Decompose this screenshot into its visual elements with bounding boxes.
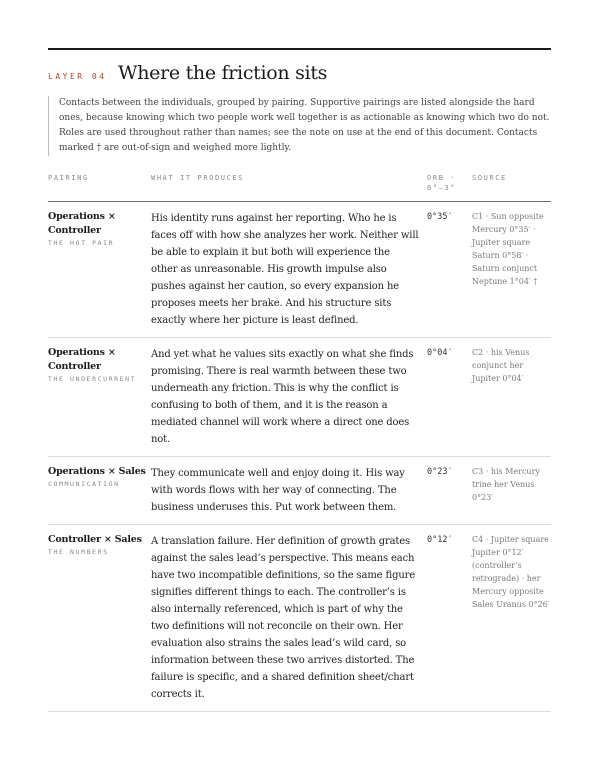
orb-value: 0°35′ — [427, 212, 453, 222]
column-header-pairing: PAIRING — [48, 174, 89, 182]
pairing-subtitle: THE HOT PAIR — [48, 239, 115, 247]
section-title: Where the friction sits — [118, 62, 328, 84]
layer-label: LAYER 04 — [48, 72, 107, 81]
effect-description: And yet what he values sits exactly on what she finds promising. There is real warmth between these two underneath any friction. This is why the conflict is confusing to both of them, and it is the reason a mediated channel will work where a direct one does not. — [151, 349, 414, 445]
top-rule — [48, 48, 551, 50]
orb-value: 0°23′ — [427, 467, 453, 477]
orb-value: 0°04′ — [427, 348, 453, 358]
intro-paragraph: Contacts between the individuals, grouped by pairing. Supportive pairings are listed alongside the hard ones, because knowing which two people work well together is as actionable as knowing which two do not. Roles are used throughout rather than names; see the note on use at the end of this document. Contacts marked † are out-of-sign and weighed more lightly. — [48, 96, 551, 156]
source-note: C4 · Jupiter square Jupiter 0°12′ (controller’s retrograde) · her Mercury opposite Sales Uranus 0°26′ — [472, 535, 550, 609]
section-header — [48, 62, 551, 84]
column-header-source: SOURCE — [472, 174, 507, 182]
orb-value: 0°12′ — [427, 535, 453, 545]
report-page — [48, 48, 551, 712]
pairing-name: Operations × Controller — [48, 211, 116, 236]
pairing-subtitle: COMMUNICATION — [48, 480, 120, 488]
source-note: C2 · his Venus conjunct her Jupiter 0°04′ — [472, 348, 530, 383]
source-note: C3 · his Mercury trine her Venus 0°23′ — [472, 467, 540, 502]
table-row — [48, 338, 551, 457]
source-note: C1 · Sun opposite Mercury 0°35′ · Jupiter square Saturn 0°58′ · Saturn conjunct Neptune 1°04′ † — [472, 212, 544, 286]
pairing-name: Operations × Controller — [48, 347, 116, 372]
table-header — [48, 173, 551, 202]
table-row — [48, 457, 551, 525]
effect-description: They communicate well and enjoy doing it. His way with words flows with her way of connecting. The business underuses this. Put work between them. — [151, 468, 405, 513]
pairing-name: Controller × Sales — [48, 534, 142, 545]
pairing-name: Operations × Sales — [48, 466, 146, 477]
effect-description: His identity runs against her reporting. Who he is faces off with how she analyzes her work. Neither will be able to explain it but both will experience the other as unreasonable. His growth impulse also pushes against her caution, so every expansion he proposes meets her brake. And his structure sits exactly where her picture is least defined. — [151, 213, 419, 326]
column-header-orb: ORB · 0°–3° — [427, 174, 457, 192]
column-header-produces: WHAT IT PRODUCES — [151, 174, 245, 182]
pairing-subtitle: THE NUMBERS — [48, 548, 109, 556]
table-row — [48, 525, 551, 712]
table-row — [48, 202, 551, 338]
pairing-subtitle: THE UNDERCURRENT — [48, 375, 137, 383]
effect-description: A translation failure. Her definition of growth grates against the sales lead’s perspective. This means each have two incompatible definitions, so the same figure signifies different things to each. The controller’s is also internally referenced, which is part of why the two definitions will not reconcile on their own. Her evaluation also strains the sales lead’s wild card, so information between these two arrives distorted. The failure is specific, and a shared definition sheet/chart corrects it. — [151, 536, 416, 700]
